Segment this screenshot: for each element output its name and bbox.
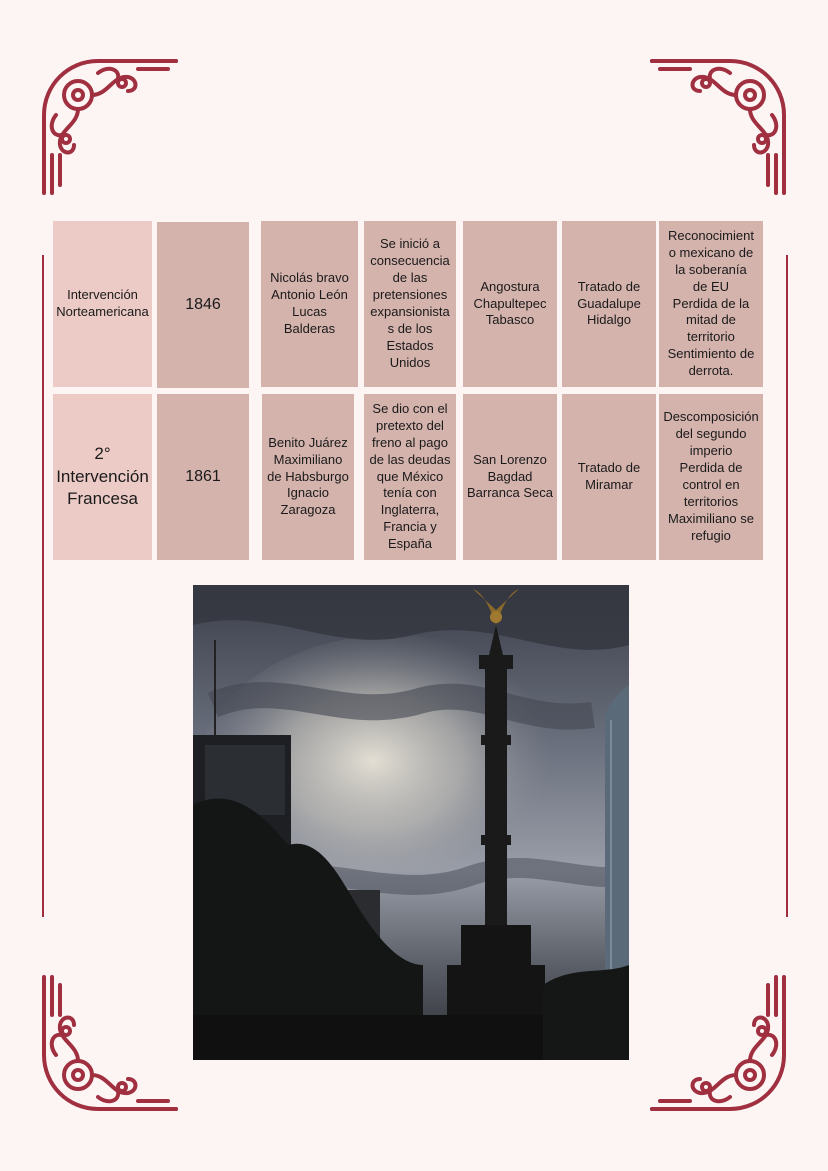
cause-cell: Se dio con el pretexto del freno al pago de las deudas que México tenía con Inglaterra, Francia y España	[364, 394, 456, 560]
corner-ornament-top-right	[650, 55, 790, 195]
corner-ornament-bottom-left	[38, 975, 178, 1115]
right-border-line	[786, 255, 788, 917]
year-cell: 1861	[157, 394, 249, 560]
scroll-ornament-icon	[38, 55, 178, 195]
year-cell: 1846	[157, 222, 249, 388]
scroll-ornament-icon	[38, 975, 178, 1115]
corner-ornament-top-left	[38, 55, 178, 195]
people-cell: Benito Juárez Maximiliano de Habsburgo Ignacio Zaragoza	[262, 394, 354, 560]
event-cell: Intervención Norteamericana	[53, 221, 152, 387]
consequences-cell: Reconocimient o mexicano de la soberanía de EU Perdida de la mitad de territorio Sentimiento de derrota.	[659, 221, 763, 387]
consequences-cell: Descomposición del segundo imperio Perdida de control en territorios Maximiliano se refugio	[659, 394, 763, 560]
treaty-cell: Tratado de Guadalupe Hidalgo	[562, 221, 656, 387]
scroll-ornament-icon	[650, 55, 790, 195]
people-cell: Nicolás bravo Antonio León Lucas Balderas	[261, 221, 358, 387]
event-cell: 2° Intervención Francesa	[53, 394, 152, 560]
battles-cell: Angostura Chapultepec Tabasco	[463, 221, 557, 387]
monument-photo	[193, 585, 629, 1060]
treaty-cell: Tratado de Miramar	[562, 394, 656, 560]
corner-ornament-bottom-right	[650, 975, 790, 1115]
battles-cell: San Lorenzo Bagdad Barranca Seca	[463, 394, 557, 560]
left-border-line	[42, 255, 44, 917]
scroll-ornament-icon	[650, 975, 790, 1115]
cause-cell: Se inició a consecuencia de las pretensiones expansionista s de los Estados Unidos	[364, 221, 456, 387]
